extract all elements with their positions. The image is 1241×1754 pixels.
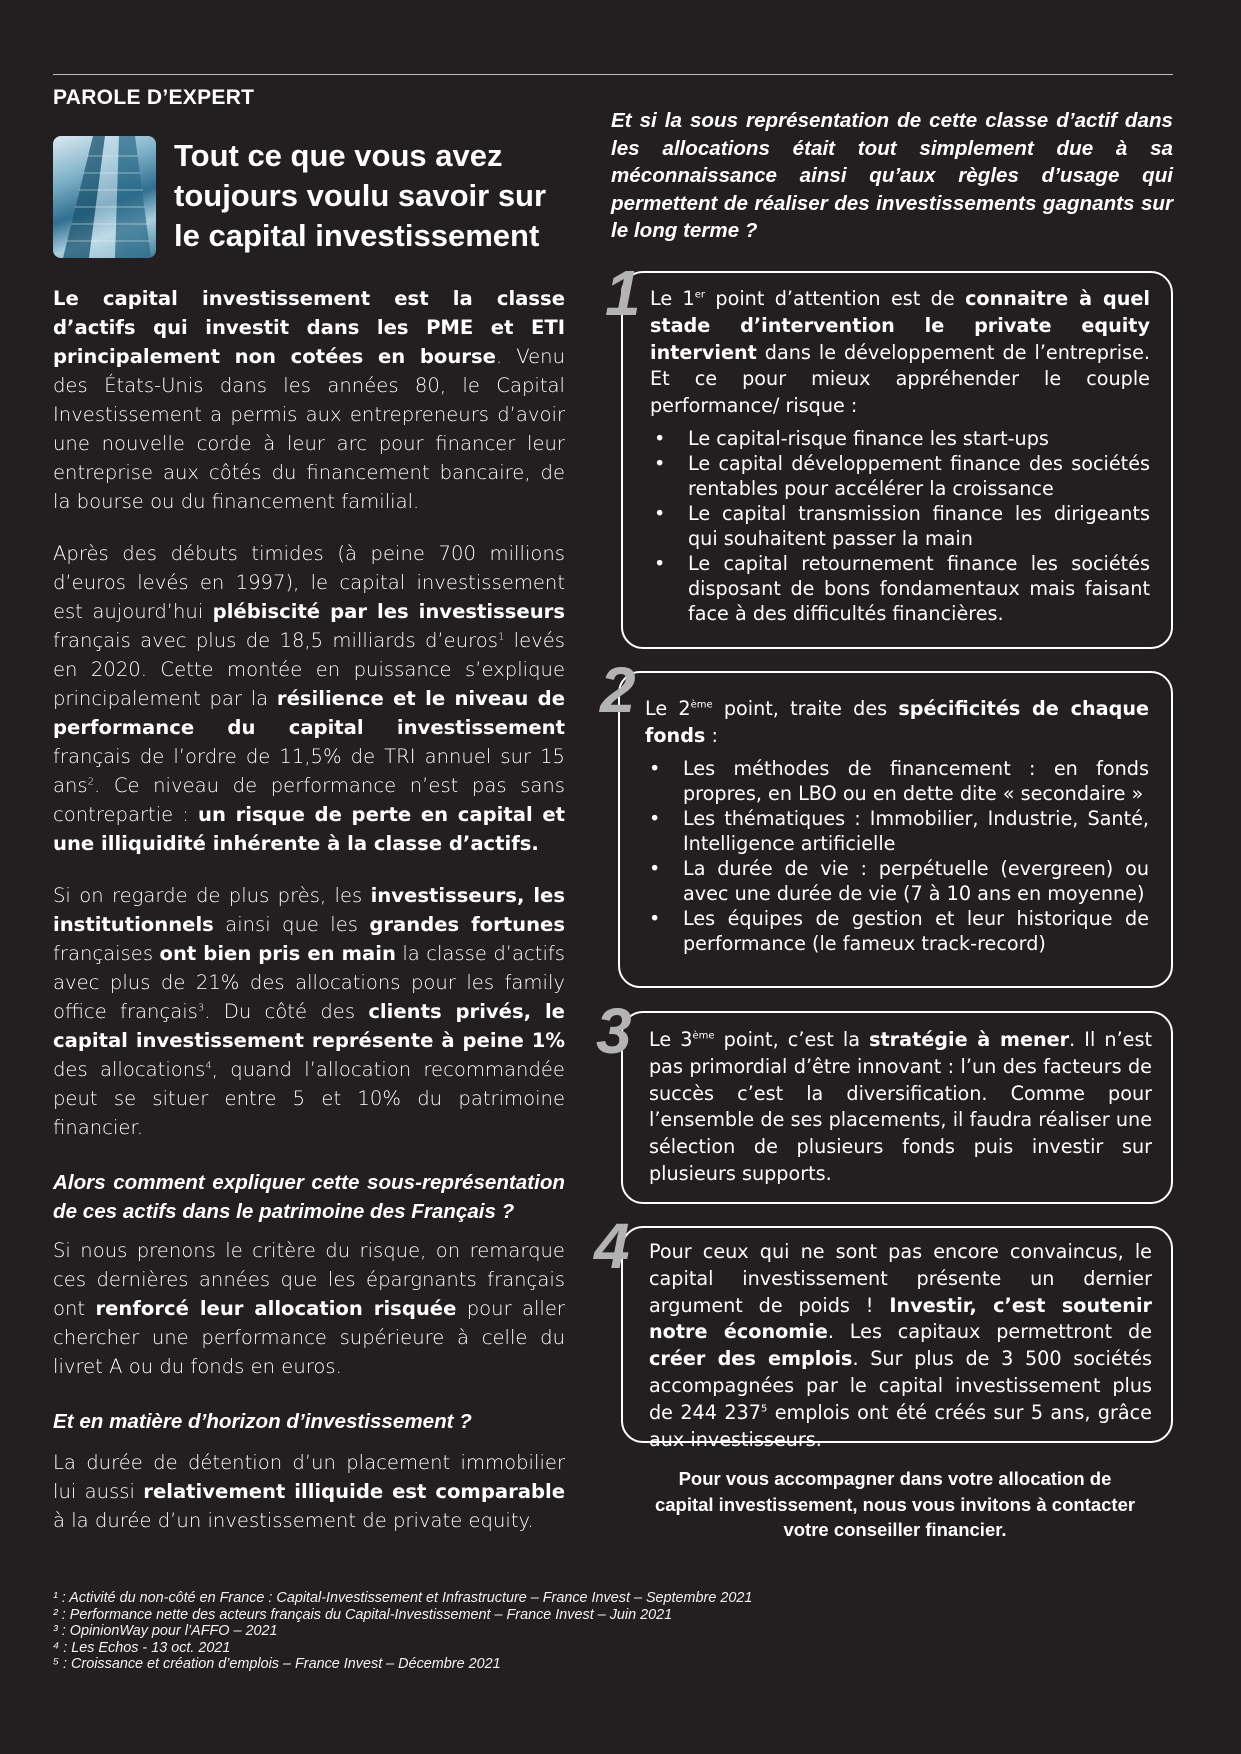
- list-item: • Les méthodes de financement : en fonds propres, en LBO ou en dette dite « secondaire »: [645, 756, 1149, 806]
- question-heading-1: Alors comment expliquer cette sous-représentation de ces actifs dans le patrimoine des Français ?: [53, 1171, 565, 1223]
- point-text-3: Le 3ème point, c’est la stratégie à mener. Il n’est pas primordial d’être innovant : l’un des facteurs de succès c’est la diversification. Comme pour l’ensemble de ses placements, il faudra réaliser une sélection de plusieurs fonds puis investir sur plusieurs supports.: [649, 1028, 1152, 1185]
- list-item: • Les équipes de gestion et leur historique de performance (le fameux track-record): [645, 906, 1149, 956]
- building-photo: [53, 136, 156, 258]
- footnote: ² : Performance nette des acteurs français du Capital-Investissement – France Invest – Juin 2021: [53, 1606, 673, 1623]
- footnote: ⁴ : Les Echos - 13 oct. 2021: [53, 1639, 231, 1656]
- list-item: • Le capital retournement finance les sociétés disposant de bons fondamentaux mais faisant face à des difficultés financières.: [650, 551, 1150, 626]
- paragraph-horizon: La durée de détention d’un placement immobilier lui aussi relativement illiquide est comparable à la durée d’un investissement de private equity.: [53, 1451, 565, 1532]
- point-list-2: [645, 756, 1149, 956]
- point-text-2: Le 2ème point, traite des spécificités de chaque fonds : • Les méthodes de financement : en fonds propres, en LBO ou en dette dite « secondaire » • Les thématiques : Immobilier, Industrie, Santé, Intelligence artificielle • La durée de vie : perpétuelle (evergreen) ou avec une durée de vie (7 à 10 ans en moyenne) • Les équipes de gestion et leur historique de performance (le fameux track-record): [645, 696, 1149, 956]
- point-text-1: Le 1er point d’attention est de connaitre à quel stade d’intervention le private equity intervient dans le développement de l’entreprise. Et ce pour mieux appréhender le couple performance/ risque : • Le capital-risque finance les start-ups • Le capital développement finance des sociétés rentables pour accélérer la croissance • Le capital transmission finance les dirigeants qui souhaitent passer la main • Le capital retournement finance les sociétés disposant de bons fondamentaux mais faisant face à des difficultés financières.: [650, 286, 1150, 626]
- paragraph-risk: Si nous prenons le critère du risque, on remarque ces dernières années que les épargnants français ont renforcé leur allocation risquée pour aller chercher une performance supérieure à celle du livret A ou du fonds en euros.: [53, 1239, 565, 1378]
- section-label: PAROLE D’EXPERT: [53, 86, 255, 109]
- right-column: [611, 107, 1173, 245]
- paragraph-investors: Si on regarde de plus près, les investisseurs, les institutionnels ainsi que les grandes fortunes françaises ont bien pris en main la classe d’actifs avec plus de 21% des allocations pour les family office français$^3$. Du côté des clients privés, le capital investissement représente à peine 1% des allocations$^4$, quand l’allocation recommandée peut se situer entre 5 et 10% du patrimoine financier.: [53, 884, 565, 1139]
- footnotes: [53, 1590, 752, 1673]
- intro-question: Et si la sous représentation de cette classe d’actif dans les allocations était tout simplement due à sa méconnaissance ainsi qu’aux règles d’usage qui permettent de réaliser des investissements gagnants sur le long terme ?: [611, 109, 1173, 242]
- point-box-4: [594, 1210, 1173, 1451]
- paragraph-intro: Le capital investissement est la classe d’actifs qui investit dans les PME et ETI principalement non cotées en bourse. Venu des États-Unis dans les années 80, le Capital Investissement a permis aux entrepreneurs d’avoir une nouvelle corde à leur arc pour financer leur entreprise aux côtés du financement bancaire, de la bourse ou du financement familial.: [53, 287, 566, 513]
- list-item: • Le capital transmission finance les dirigeants qui souhaitent passer la main: [650, 501, 1150, 551]
- footnote: ¹ : Activité du non-côté en France : Capital-Investissement et Infrastructure – France Invest – Septembre 2021: [53, 1590, 753, 1606]
- footnote: ³ : OpinionWay pour l’AFFO – 2021: [53, 1623, 278, 1640]
- list-item: • Le capital-risque finance les start-ups: [650, 426, 1150, 451]
- point-box-2: [600, 654, 1173, 988]
- point-list-1: [650, 426, 1150, 626]
- point-number-2: 2: [600, 654, 636, 726]
- point-box-1: [605, 257, 1173, 649]
- point-box-3: [596, 995, 1173, 1204]
- title-row: [53, 136, 565, 258]
- call-to-action: Pour vous accompagner dans votre allocation de capital investissement, nous vous invitons à contacter votre conseiller financier.: [654, 1468, 1136, 1540]
- top-divider: [53, 74, 1173, 75]
- footnote: ⁵ : Croissance et création d’emplois – France Invest – Décembre 2021: [53, 1656, 501, 1673]
- point-number-1: 1: [605, 257, 641, 329]
- list-item: • Les thématiques : Immobilier, Industrie, Santé, Intelligence artificielle: [645, 806, 1149, 856]
- page-title: Tout ce que vous avez toujours voulu savoir sur le capital investissement: [174, 138, 547, 253]
- paragraph-history: Après des débuts timides (à peine 700 millions d’euros levés en 1997), le capital investissement est aujourd’hui plébiscité par les investisseurs français avec plus de 18,5 milliards d’euros$^1$ levés en 2020. Cette montée en puissance s’explique principalement par la résilience et le niveau de performance du capital investissement français de l’ordre de 11,5% de TRI annuel sur 15 ans$^2$. Ce niveau de performance n’est pas sans contrepartie : un risque de perte en capital et une illiquidité inhérente à la classe d’actifs.: [53, 542, 566, 855]
- left-column: [53, 136, 565, 1535]
- list-item: • La durée de vie : perpétuelle (evergreen) ou avec une durée de vie (7 à 10 ans en moyenne): [645, 856, 1149, 906]
- point-number-4: 4: [594, 1210, 630, 1282]
- question-heading-2: Et en matière d’horizon d’investissement ?: [53, 1410, 472, 1433]
- list-item: • Le capital développement finance des sociétés rentables pour accélérer la croissance: [650, 451, 1150, 501]
- point-number-3: 3: [596, 995, 632, 1067]
- skyscraper-image: [53, 136, 156, 258]
- point-text-4: Pour ceux qui ne sont pas encore convaincus, le capital investissement présente un dernier argument de poids ! Investir, c’est soutenir notre économie. Les capitaux permettront de créer des emplois. Sur plus de 3 500 sociétés accompagnées par le capital investissement plus de 244 $237^5$ emplois ont été créés sur 5 ans, grâce aux investisseurs.: [649, 1240, 1152, 1451]
